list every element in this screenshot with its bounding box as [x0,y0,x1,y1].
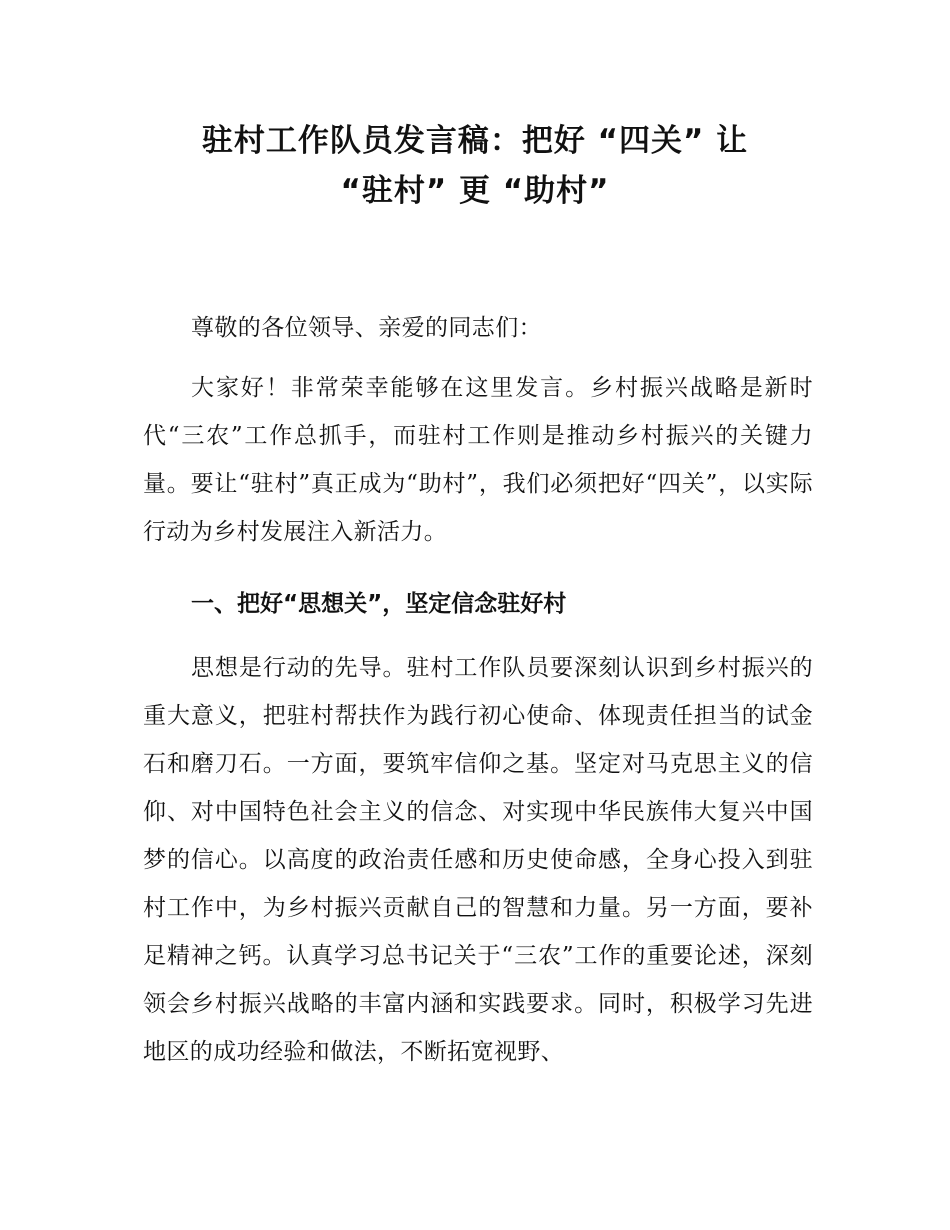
greeting: 尊敬的各位领导、亲爱的同志们： [191,315,542,341]
document-title-line-1: 驻村工作队员发言稿：把好 “四关” 让 [201,123,749,159]
document-title-line-2: “驻村” 更 “助村” [340,173,610,209]
section-1-paragraph: 思想是行动的先导。驻村工作队员要深刻认识到乡村振兴的重大意义，把驻村帮扶作为践行初心使命、体现责任担当的试金石和磨刀石。一方面，要筑牢信仰之基。坚定对马克思主义的信仰、对中国特色社会主义的信念、对实现中华民族伟大复兴中国梦的信心。以高度的政治责任感和历史使命感，全身心投入到驻村工作中，为乡村振兴贡献自己的智慧和力量。另一方面，要补足精神之钙。认真学习总书记关于“三农”工作的重要论述，深刻领会乡村振兴战略的丰富内涵和实践要求。同时，积极学习先进地区的成功经验和做法，不断拓宽视野、 [143,655,813,1065]
section-heading-1: 一、把好“思想关”，坚定信念驻好村 [191,591,567,617]
opening-paragraph: 大家好！非常荣幸能够在这里发言。乡村振兴战略是新时代“三农”工作总抓手，而驻村工作则是推动乡村振兴的关键力量。要让“驻村”真正成为“助村”，我们必须把好“四关”，以实际行动为乡村发展注入新活力。 [143,375,813,545]
